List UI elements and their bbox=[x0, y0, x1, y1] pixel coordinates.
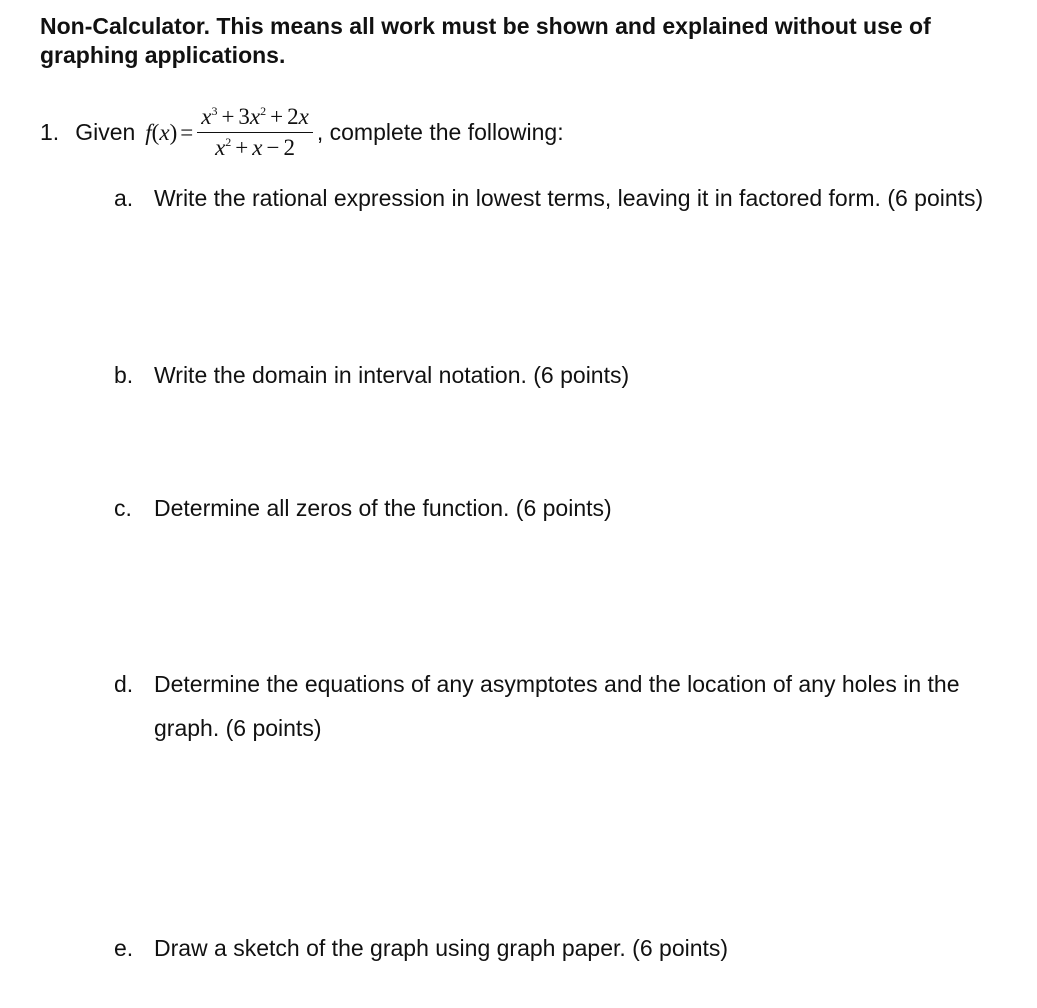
function-notation bbox=[145, 120, 197, 146]
question-1-prompt bbox=[40, 104, 564, 161]
question-number: 1. bbox=[40, 119, 60, 145]
rational-expression bbox=[197, 104, 313, 161]
part-b-letter: b. bbox=[114, 362, 134, 388]
numerator-term-3-var: x bbox=[298, 104, 309, 129]
part-e-letter: e. bbox=[114, 935, 134, 961]
denominator-term-3: 2 bbox=[283, 135, 295, 160]
numerator-op-1: + bbox=[221, 104, 235, 129]
right-paren: ) bbox=[169, 119, 178, 145]
part-c-letter: c. bbox=[114, 495, 132, 521]
function-name: f bbox=[145, 119, 152, 145]
part-a-letter: a. bbox=[114, 185, 134, 211]
part-a-text: Write the rational expression in lowest terms, leaving it in factored form. (6 points) bbox=[154, 185, 984, 211]
part-e-text: Draw a sketch of the graph using graph paper. (6 points) bbox=[154, 935, 729, 961]
denominator-op-2: − bbox=[266, 135, 280, 160]
function-argument: x bbox=[159, 119, 170, 145]
part-d bbox=[114, 662, 1014, 750]
denominator bbox=[211, 133, 299, 161]
denominator-op-1: + bbox=[235, 135, 249, 160]
denominator-term-2-var: x bbox=[252, 135, 263, 160]
part-b-text: Write the domain in interval notation. (6 points) bbox=[154, 362, 630, 388]
given-label: Given bbox=[75, 119, 136, 145]
numerator-term-2-exp: 2 bbox=[260, 104, 267, 118]
left-paren: ( bbox=[151, 119, 160, 145]
part-c bbox=[114, 486, 1014, 530]
numerator-term-2-coef: 3 bbox=[238, 104, 250, 129]
numerator bbox=[197, 104, 313, 133]
part-b bbox=[114, 353, 1014, 397]
part-c-text: Determine all zeros of the function. (6 points) bbox=[154, 495, 612, 521]
part-a bbox=[114, 176, 1014, 220]
numerator-term-3-coef: 2 bbox=[287, 104, 299, 129]
instructions-heading: Non-Calculator. This means all work must be shown and explained without use of graphing applications. bbox=[40, 13, 931, 68]
numerator-term-1-exp: 3 bbox=[211, 104, 218, 118]
numerator-op-2: + bbox=[270, 104, 284, 129]
denominator-term-1-exp: 2 bbox=[225, 135, 232, 149]
part-d-letter: d. bbox=[114, 671, 134, 697]
part-d-text: Determine the equations of any asymptotes and the location of any holes in the graph. (6 points) bbox=[154, 671, 960, 741]
denominator-term-1-var: x bbox=[215, 135, 226, 160]
prompt-tail: , complete the following: bbox=[316, 119, 564, 145]
equals-sign: = bbox=[180, 119, 194, 145]
part-e bbox=[114, 926, 1014, 970]
numerator-term-2-var: x bbox=[249, 104, 261, 129]
numerator-term-1-var: x bbox=[201, 104, 212, 129]
